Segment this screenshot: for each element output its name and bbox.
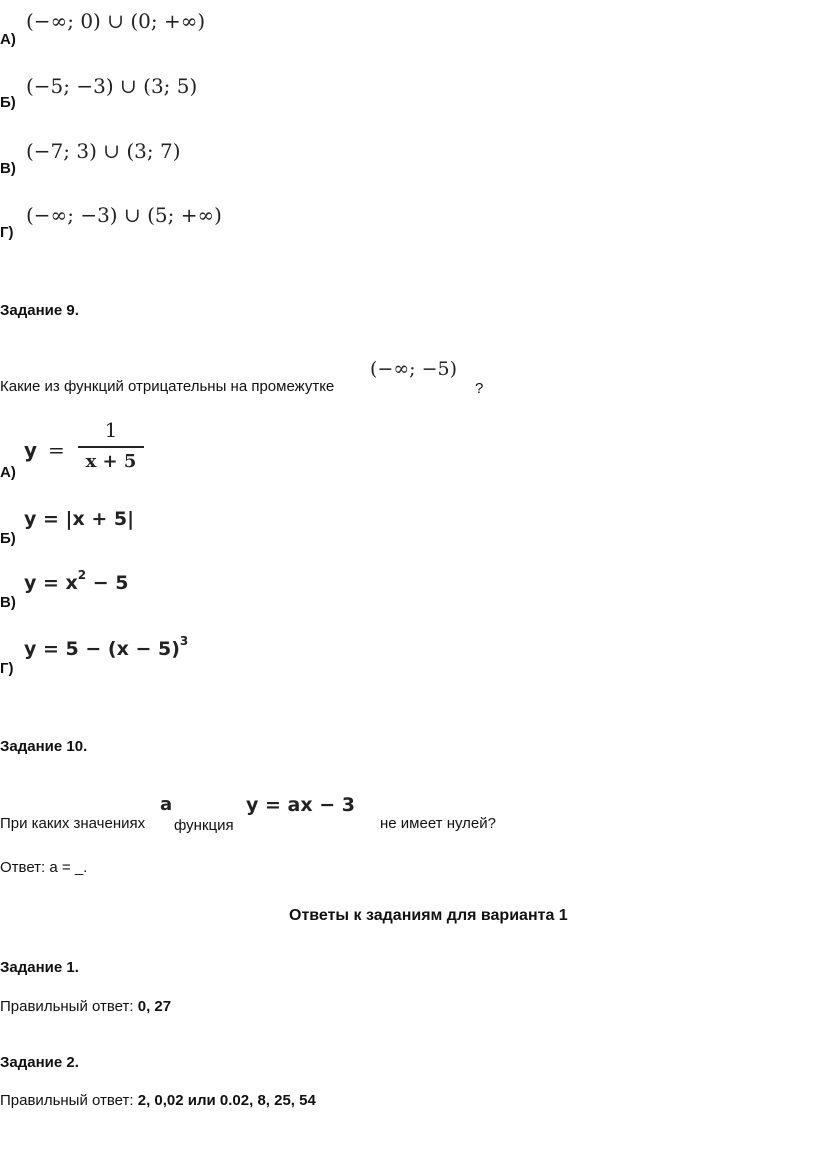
- function-exponent: 2: [77, 568, 87, 582]
- option-math: (−∞; −3) ∪ (5; +∞): [26, 203, 222, 227]
- option-label: А): [0, 31, 16, 48]
- answer-prefix: Правильный ответ:: [0, 1092, 134, 1109]
- option-label: Б): [0, 530, 16, 547]
- question-text: функция: [174, 817, 234, 834]
- equals-sign: =: [48, 438, 65, 462]
- option-label: Г): [0, 660, 14, 677]
- task-title: Задание 1.: [0, 959, 79, 976]
- option-math: (−5; −3) ∪ (3; 5): [26, 74, 198, 98]
- answer-value: 2, 0,02 или 0.02, 8, 25, 54: [137, 1092, 316, 1109]
- answer-line: Ответ: a = _.: [0, 859, 88, 876]
- answer-prefix: Правильный ответ:: [0, 998, 134, 1015]
- option-label: А): [0, 464, 16, 481]
- task-title: Задание 10.: [0, 738, 88, 755]
- fraction-denominator: x + 5: [85, 451, 137, 472]
- option-label: Г): [0, 224, 14, 241]
- answers-heading: Ответы к заданиям для варианта 1: [289, 907, 568, 924]
- function-math: y = |x + 5|: [24, 508, 135, 530]
- function-math: [24, 568, 129, 594]
- task-title: Задание 9.: [0, 302, 79, 319]
- option-math: (−∞; 0) ∪ (0; +∞): [26, 9, 206, 33]
- option-math: (−7; 3) ∪ (3; 7): [26, 139, 181, 163]
- function-tail: − 5: [86, 572, 129, 594]
- question-text: При каких значениях: [0, 815, 146, 832]
- function-base: y = x: [24, 572, 78, 594]
- question-text: Какие из функций отрицательны на промежутке: [0, 378, 335, 395]
- option-label: В): [0, 594, 16, 611]
- function-math: [24, 634, 189, 660]
- task-title: Задание 2.: [0, 1054, 79, 1071]
- answer-row: [0, 1092, 316, 1109]
- function-math: y = ax − 3: [246, 794, 355, 816]
- question-text: не имеет нулей?: [380, 815, 496, 832]
- answer-value: 0, 27: [137, 998, 172, 1015]
- function-base: y = 5 − (x − 5): [24, 638, 180, 660]
- option-label: В): [0, 160, 16, 177]
- fraction-bar: [78, 446, 144, 448]
- answer-row: [0, 998, 171, 1015]
- fraction-numerator: 1: [104, 418, 118, 442]
- question-mark: ?: [475, 380, 484, 397]
- function-lhs: y: [24, 438, 38, 462]
- option-label: Б): [0, 94, 16, 111]
- function-exponent: 3: [179, 634, 189, 648]
- param-math: a: [160, 794, 173, 815]
- interval-math: (−∞; −5): [370, 358, 458, 380]
